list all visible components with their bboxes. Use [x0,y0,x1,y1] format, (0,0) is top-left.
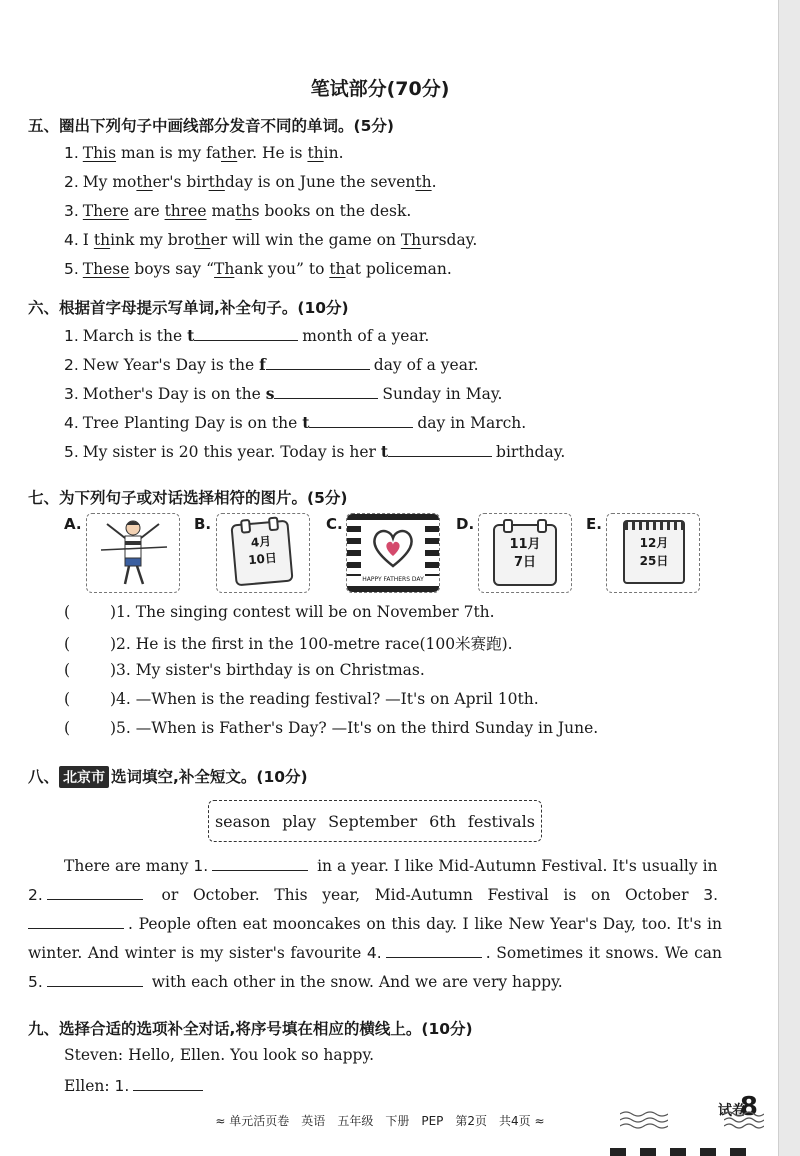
sentence-text: ma [206,202,236,220]
calendar-e-month: 12月 [639,536,669,550]
sentence-text: in. [323,144,344,162]
blank-number: 1. [193,857,209,875]
sentence-text: boys say “ [129,260,215,278]
sentence-text: man is my fa [116,144,222,162]
word-bank-item: September [328,811,418,831]
section-6-heading: 六、根据首字母提示写单词,补全句子。(10分) [28,299,349,317]
answer-blank[interactable] [194,326,298,341]
footer-series: ≈ 单元活页卷 [215,1114,290,1128]
calendar-b-day: 10日 [247,550,278,568]
hint-letter: s [265,384,275,403]
picture-label-c: C. [326,515,343,533]
sentence-text: ink my bro [110,231,195,249]
blank-number: 5. [28,973,43,991]
hint-letter: t [302,413,310,432]
sentence-text: ursday. [421,231,478,249]
card-c-text: HAPPY FATHERS DAY [347,576,439,583]
exam-label: 试卷 [718,1103,746,1119]
blank-number: 3. [703,886,718,904]
calendar-d-day: 7日 [513,555,537,570]
section-8-prefix: 八、 [28,768,60,786]
sentence-text: day is on June the seven [224,173,416,191]
underlined-sound[interactable]: th [235,202,252,220]
passage-text: or October. This year, Mid-Autumn Festival is on October [146,886,704,904]
section-6-item [64,355,479,374]
section-5-item [64,260,452,278]
sentence-text: month of a year. [302,327,430,345]
answer-blank[interactable] [309,413,413,428]
region-badge: 北京市 [59,766,109,788]
blank-1[interactable] [212,856,308,871]
calendar-e-day: 25日 [639,554,669,568]
underlined-sound[interactable]: th [415,173,432,191]
underlined-sound[interactable]: th [307,144,324,162]
section-5-heading: 五、圈出下列句子中画线部分发音不同的单词。(5分) [28,117,394,135]
underlined-sound[interactable]: There [82,202,129,220]
section-5-item [64,173,437,191]
sentence-text: My sister is 20 this year. Today is her [82,443,381,461]
dialogue-line-steven: Steven: Hello, Ellen. You look so happy. [64,1046,375,1064]
passage-text: . Sometimes it snows. We can [485,944,722,962]
passage-text: in a year. I like Mid-Autumn Festival. It's usually in [312,857,718,875]
sentence-text: )4. —When is the reading festival? —It's on April 10th. [110,690,539,708]
sentence-text: day of a year. [373,356,479,374]
underlined-sound[interactable]: th [136,173,153,191]
underlined-sound[interactable]: th [194,231,211,249]
answer-parenthesis[interactable]: ( [64,603,71,621]
passage-text: There are many [64,857,194,875]
exam-number: 8 [739,1092,758,1122]
hint-letter: t [187,326,195,345]
sentence-text: . [431,173,437,191]
sentence-text: )3. My sister's birthday is on Christmas. [110,661,425,679]
blank-5[interactable] [47,972,143,987]
section-8-heading [28,765,308,788]
answer-parenthesis[interactable]: ( [64,635,71,653]
item-number: 2. [64,356,79,374]
footer-edition: PEP [421,1114,444,1128]
section-8-title: 选词填空,补全短文。(10分) [111,768,308,786]
blank-number: 2. [28,886,43,904]
answer-parenthesis[interactable]: ( [64,719,71,737]
bottom-bars [610,1148,760,1156]
sentence-text: are [128,202,165,220]
section-6-item [64,326,429,345]
blank-3[interactable] [28,914,124,929]
sentence-text: My mo [82,173,137,191]
blank-number: 1. [114,1077,130,1095]
passage-text: with each other in the snow. And we are very happy. [146,973,563,991]
page-title: 笔试部分(70分) [310,78,450,100]
answer-blank[interactable] [274,384,378,399]
runner-icon [87,514,179,592]
item-number: 3. [64,202,79,220]
word-bank-item: play [282,811,317,831]
sentence-text: at policeman. [345,260,452,278]
section-5-item [64,231,477,249]
underlined-sound[interactable]: th [329,260,346,278]
passage-text: . People often eat mooncakes on this day. I like New Year's Day, too. It's in winter. And winter is my sister's favourite [28,915,722,962]
dialogue-line-ellen [64,1076,207,1095]
underlined-sound[interactable]: three [164,202,207,220]
word-bank-item: season [214,811,271,831]
footer-grade: 五年级 [337,1114,374,1128]
item-number: 3. [64,385,79,403]
footer-subject: 英语 [301,1114,326,1128]
item-number: 1. [64,327,79,345]
section-5-item [64,202,411,220]
wave-decoration-icon [620,1108,668,1132]
section-6-item [64,442,565,461]
underlined-sound[interactable]: th [221,144,238,162]
footer-volume: 下册 [385,1114,410,1128]
answer-blank[interactable] [388,442,492,457]
calendar-icon [230,520,293,587]
section-7-item [64,661,425,679]
section-7-heading: 七、为下列句子或对话选择相符的图片。(5分) [28,489,348,507]
section-6-item [64,384,502,403]
picture-d-calendar [478,513,572,593]
picture-e-calendar [606,513,700,593]
section-9-heading: 九、选择合适的选项补全对话,将序号填在相应的横线上。(10分) [28,1020,473,1038]
sentence-text: Mother's Day is on the [82,385,266,403]
calendar-icon [493,524,557,586]
calendar-icon [623,520,685,584]
underlined-sound[interactable]: th [93,231,111,249]
page-edge [778,0,800,1156]
sentence-text: Sunday in May. [382,385,503,403]
sentence-text: New Year's Day is the [82,356,260,374]
sentence-text: Tree Planting Day is on the [82,414,303,432]
hint-letter: f [259,355,266,374]
blank-4[interactable] [386,943,482,958]
sentence-text: day in March. [417,414,527,432]
sentence-text: birthday. [496,443,566,461]
word-bank [208,800,542,842]
picture-c-fathers-day-card [346,513,440,593]
underlined-sound[interactable]: These [82,260,130,278]
answer-parenthesis[interactable]: ( [64,690,71,708]
calendar-d-month: 11月 [509,537,541,552]
picture-a-runner [86,513,180,593]
sentence-text: er's bir [152,173,209,191]
footer-page: 第2页 [455,1114,488,1128]
section-7-item [64,603,495,621]
item-number: 5. [64,443,79,461]
picture-label-e: E. [586,515,602,533]
calendar-b-month: 4月 [250,534,272,550]
sentence-text: s books on the desk. [251,202,412,220]
footer-total-pages: 共4页 ≈ [499,1114,545,1128]
sentence-text: )2. He is the first in the 100-metre race(100米赛跑). [110,635,513,653]
item-number: 4. [64,414,79,432]
underlined-sound[interactable]: th [208,173,225,191]
underlined-sound[interactable]: Th [400,231,422,249]
wave-decoration-icon [724,1108,764,1132]
dialogue-blank-1[interactable] [133,1076,203,1091]
section-7-item [64,719,598,737]
sentence-text: I [82,231,94,249]
picture-b-calendar [216,513,310,593]
sentence-text: er will win the game on [210,231,401,249]
answer-blank[interactable] [266,355,370,370]
picture-label-b: B. [194,515,212,533]
item-number: 2. [64,173,79,191]
sentence-text: ank you” to [234,260,330,278]
section-7-item [64,690,539,708]
picture-label-d: D. [456,515,475,533]
section-5-item [64,144,344,162]
hint-letter: t [380,442,389,461]
sentence-text: er. He is [237,144,308,162]
section-7-item [64,632,513,654]
blank-number: 4. [366,944,382,962]
word-bank-item: festivals [467,811,535,831]
heart-hands-icon [367,522,419,572]
item-number: 4. [64,231,79,249]
speaker-ellen: Ellen: [64,1077,115,1095]
sentence-text: )5. —When is Father's Day? —It's on the third Sunday in June. [110,719,599,737]
cloze-passage [28,852,722,997]
sentence-text: March is the [82,327,188,345]
sentence-text: )1. The singing contest will be on November 7th. [110,603,495,621]
underlined-sound[interactable]: Th [214,260,235,278]
blank-2[interactable] [47,885,143,900]
word-bank-item: 6th [429,811,457,831]
picture-label-a: A. [64,515,82,533]
answer-parenthesis[interactable]: ( [64,661,71,679]
item-number: 1. [64,144,79,162]
item-number: 5. [64,260,79,278]
underlined-sound[interactable]: This [82,144,117,162]
section-6-item [64,413,526,432]
